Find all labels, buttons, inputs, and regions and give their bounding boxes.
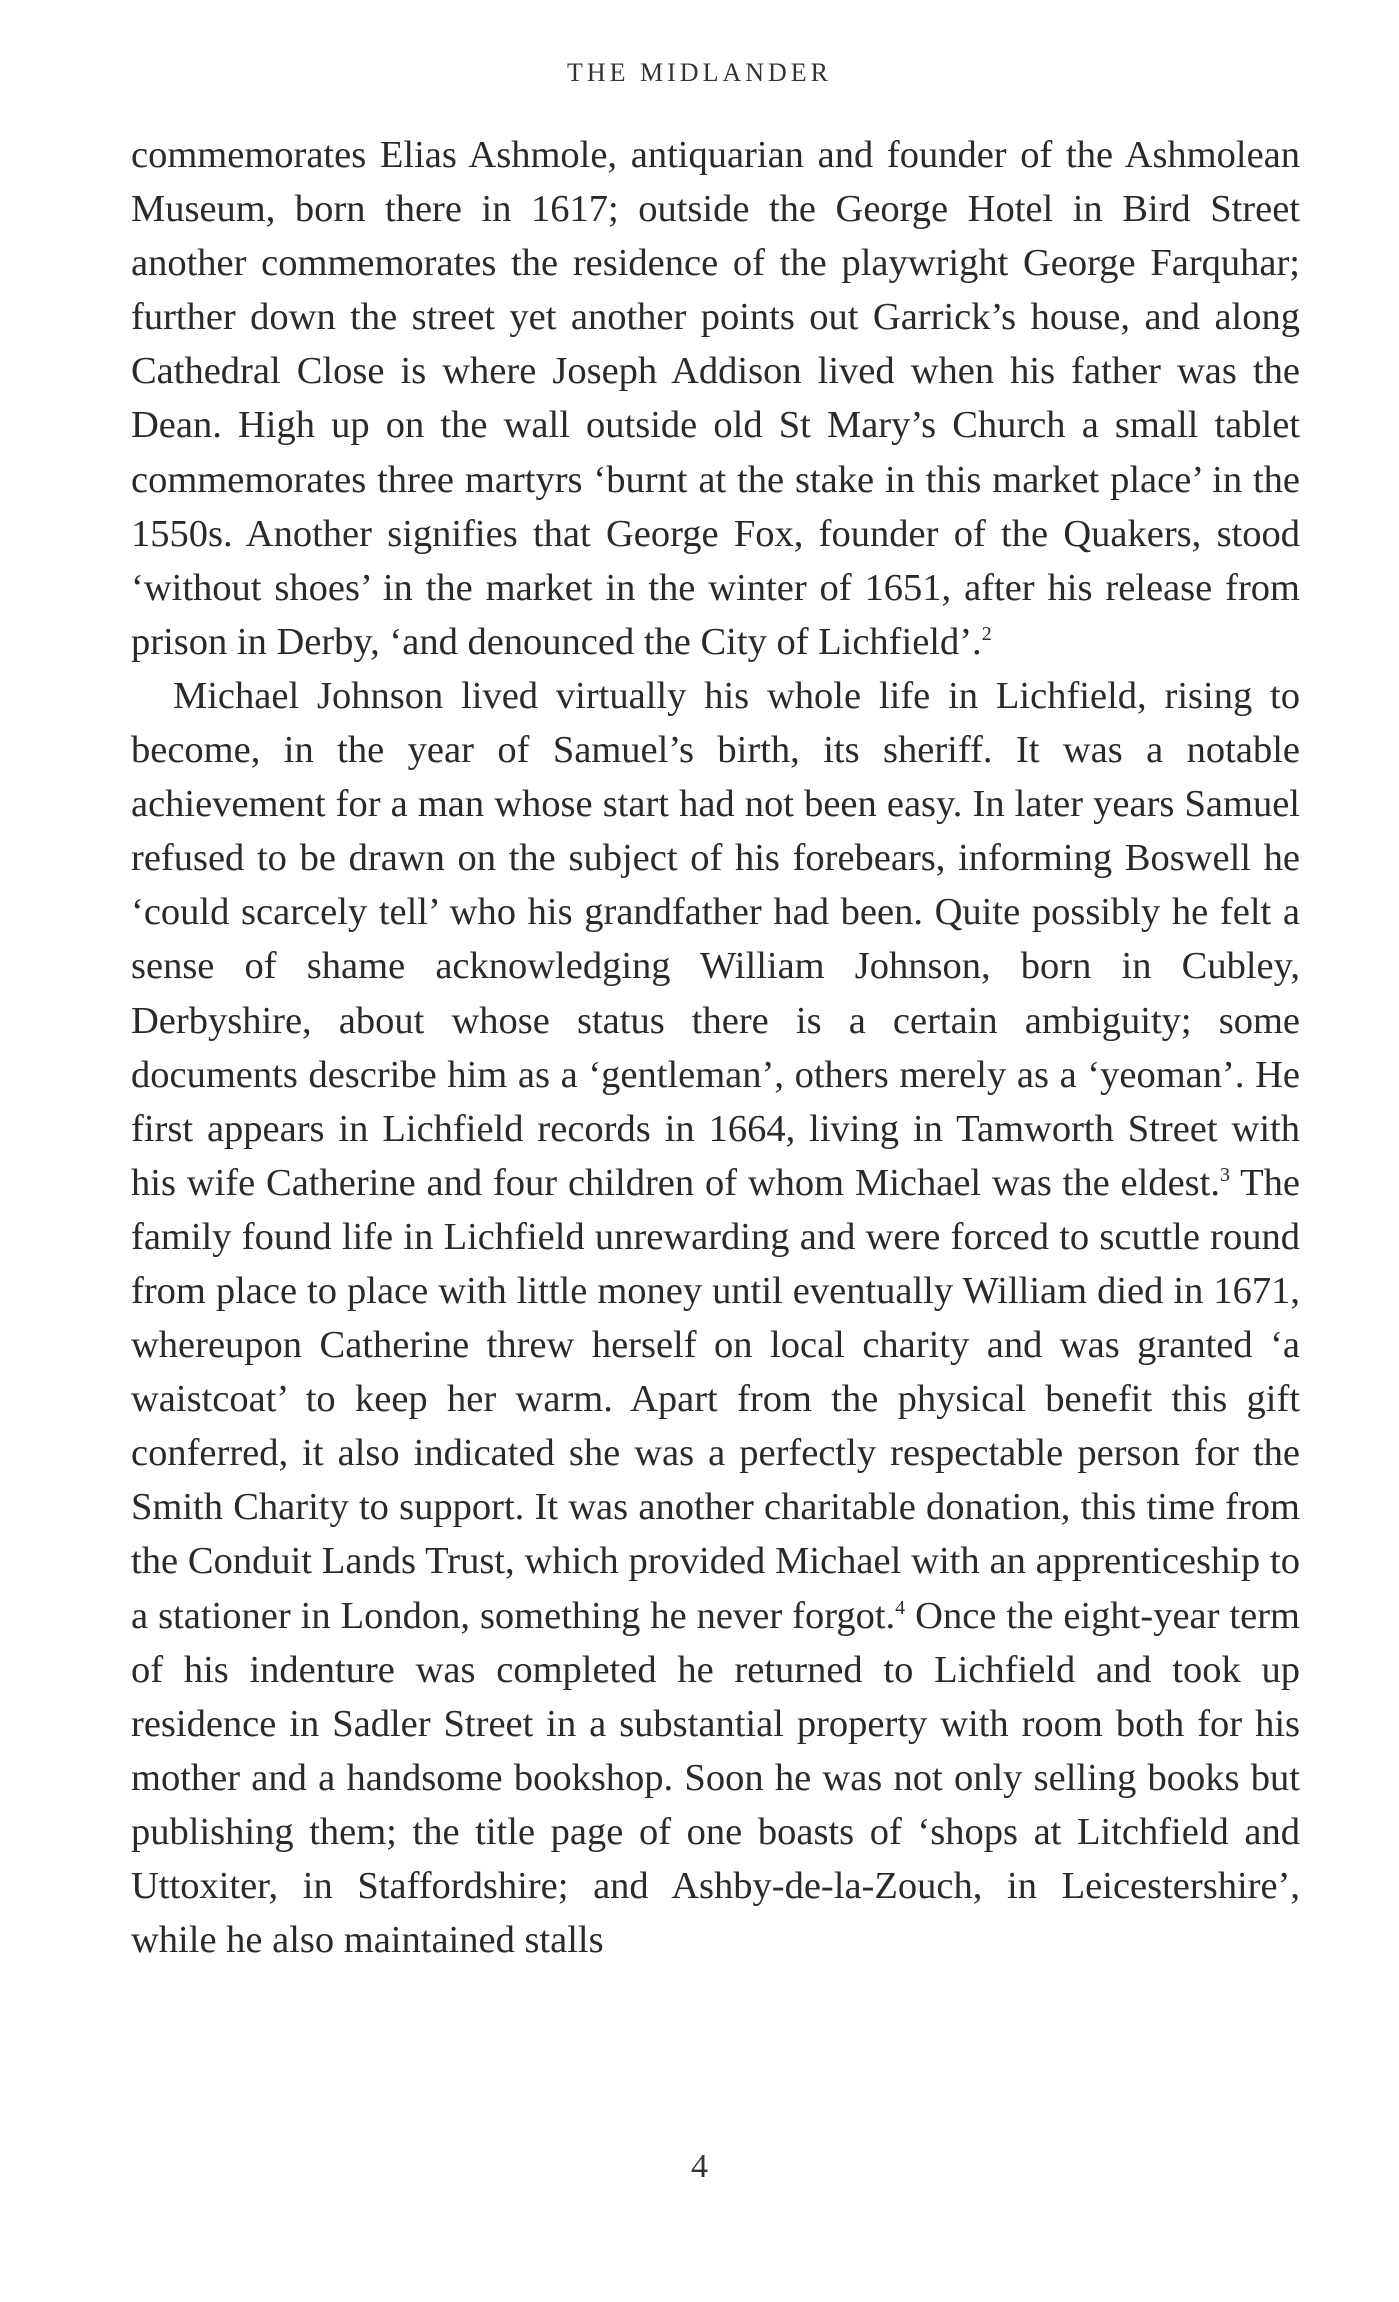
paragraph-2-text-b: The family found life in Lichfield unrewarding and were forced to scuttle round from place to place with little money until eventually William died in 1671, whereupon Catherine threw herself on local charity and was granted ‘a waistcoat’ to keep her warm. Apart from the physical benefit this gift conferred, it also indicated she was a perfectly respectable person for the Smith Charity to support. It was another charitable donation, this time from the Conduit Lands Trust, which provided Michael with an apprenticeship to a stationer in London, something he never forgot. [131,1161,1300,1637]
running-head: THE MIDLANDER [566,58,833,87]
footnote-ref-3: 3 [1219,1163,1230,1186]
paragraph-2-text-c: Once the eight-year term of his indenture was completed he returned to Lichfield and took up residence in Sadler Street in a substantial property with room both for his mother and a handsome bookshop. Soon he was not only selling books but publishing them; the title page of one boasts of ‘shops at Litchfield and Uttoxiter, in Staffordshire; and Ashby-de-la-Zouch, in Leicestershire’, while he also maintained stalls [131,1594,1300,1962]
footnote-ref-4: 4 [895,1596,906,1619]
page-number: 4 [691,2148,708,2185]
paragraph-2-text-a: Michael Johnson lived virtually his whole life in Lichfield, rising to become, in the year of Samuel’s birth, its sheriff. It was a notable achievement for a man whose start had not been easy. In later years Samuel refused to be drawn on the subject of his forebears, informing Boswell he ‘could scarcely tell’ who his grandfather had been. Quite possibly he felt a sense of shame acknowledging William Johnson, born in Cubley, Derbyshire, about whose status there is a certain ambiguity; some documents describe him as a ‘gentleman’, others merely as a ‘yeoman’. He first appears in Lichfield records in 1664, living in Tamworth Street with his wife Catherine and four children of whom Michael was the eldest. [131,674,1300,1204]
paragraph-1 [131,128,1300,669]
footnote-ref-2: 2 [981,622,992,645]
paragraph-1-text: commemorates Elias Ashmole, antiquarian and founder of the Ashmolean Museum, born there in 1617; outside the George Hotel in Bird Street another commemorates the residence of the playwright George Farquhar; further down the street yet another points out Garrick’s house, and along Cathedral Close is where Joseph Addison lived when his father was the Dean. High up on the wall outside old St Mary’s Church a small tablet commemorates three martyrs ‘burnt at the stake in this market place’ in the 1550s. Another signifies that George Fox, founder of the Quakers, stood ‘without shoes’ in the market in the winter of 1651, after his release from prison in Derby, ‘and denounced the City of Lichfield’. [131,134,1300,663]
body-text [131,128,1300,1967]
paragraph-2 [131,669,1300,1967]
